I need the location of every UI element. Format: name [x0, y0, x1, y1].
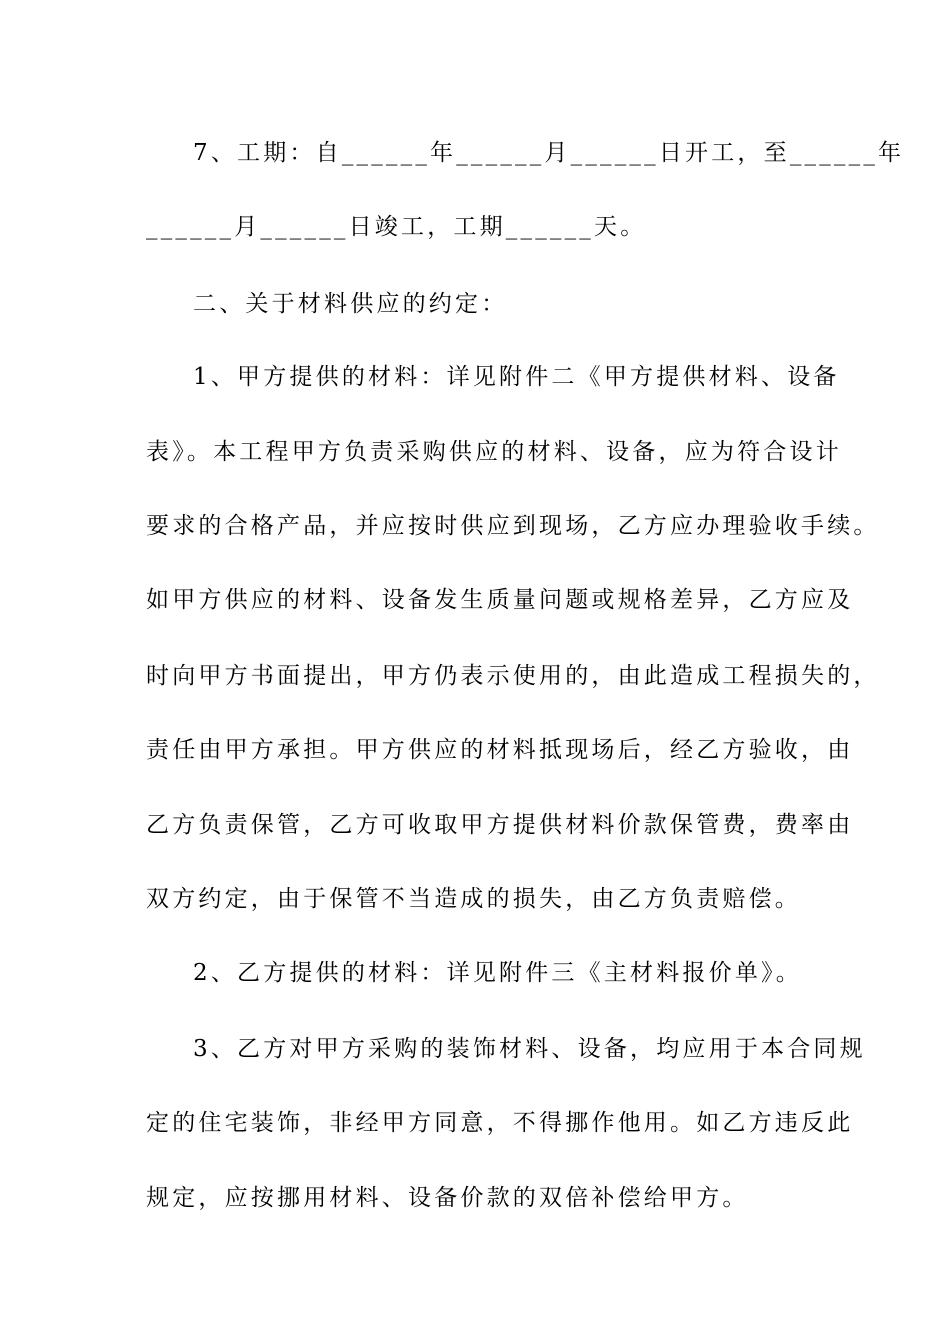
- text-line-13: 3、乙方对甲方采购的装饰材料、设备，均应用于本合同规: [193, 1036, 866, 1062]
- text-line-5: 表》。本工程甲方负责采购供应的材料、设备，应为符合设计: [146, 439, 842, 465]
- section-heading-materials: 二、关于材料供应的约定：: [193, 291, 508, 317]
- text-line-15: 规定，应按挪用材料、设备价款的双倍补偿给甲方。: [146, 1185, 749, 1211]
- text-line-2: ______月______日竣工，工期______天。: [146, 214, 647, 240]
- text-line-12: 2、乙方提供的材料：详见附件三《主材料报价单》。: [193, 960, 802, 986]
- text-line-4: 1、甲方提供的材料：详见附件二《甲方提供材料、设备: [193, 364, 840, 390]
- text-line-14: 定的住宅装饰，非经甲方同意，不得挪作他用。如乙方违反此: [146, 1110, 854, 1136]
- text-line-8: 时向甲方书面提出，甲方仍表示使用的，由此造成工程损失的，: [146, 663, 880, 689]
- text-line-7: 如甲方供应的材料、设备发生质量问题或规格差异，乙方应及: [146, 587, 854, 613]
- text-line-11: 双方约定，由于保管不当造成的损失，由乙方负责赔偿。: [146, 886, 801, 912]
- text-line-1: 7、工期：自______年______月______日开工，至______年: [193, 140, 905, 166]
- text-line-10: 乙方负责保管，乙方可收取甲方提供材料价款保管费，费率由: [146, 812, 854, 838]
- text-line-9: 责任由甲方承担。甲方供应的材料抵现场后，经乙方验收，由: [146, 737, 854, 763]
- text-line-6: 要求的合格产品，并应按时供应到现场，乙方应办理验收手续。: [146, 513, 880, 539]
